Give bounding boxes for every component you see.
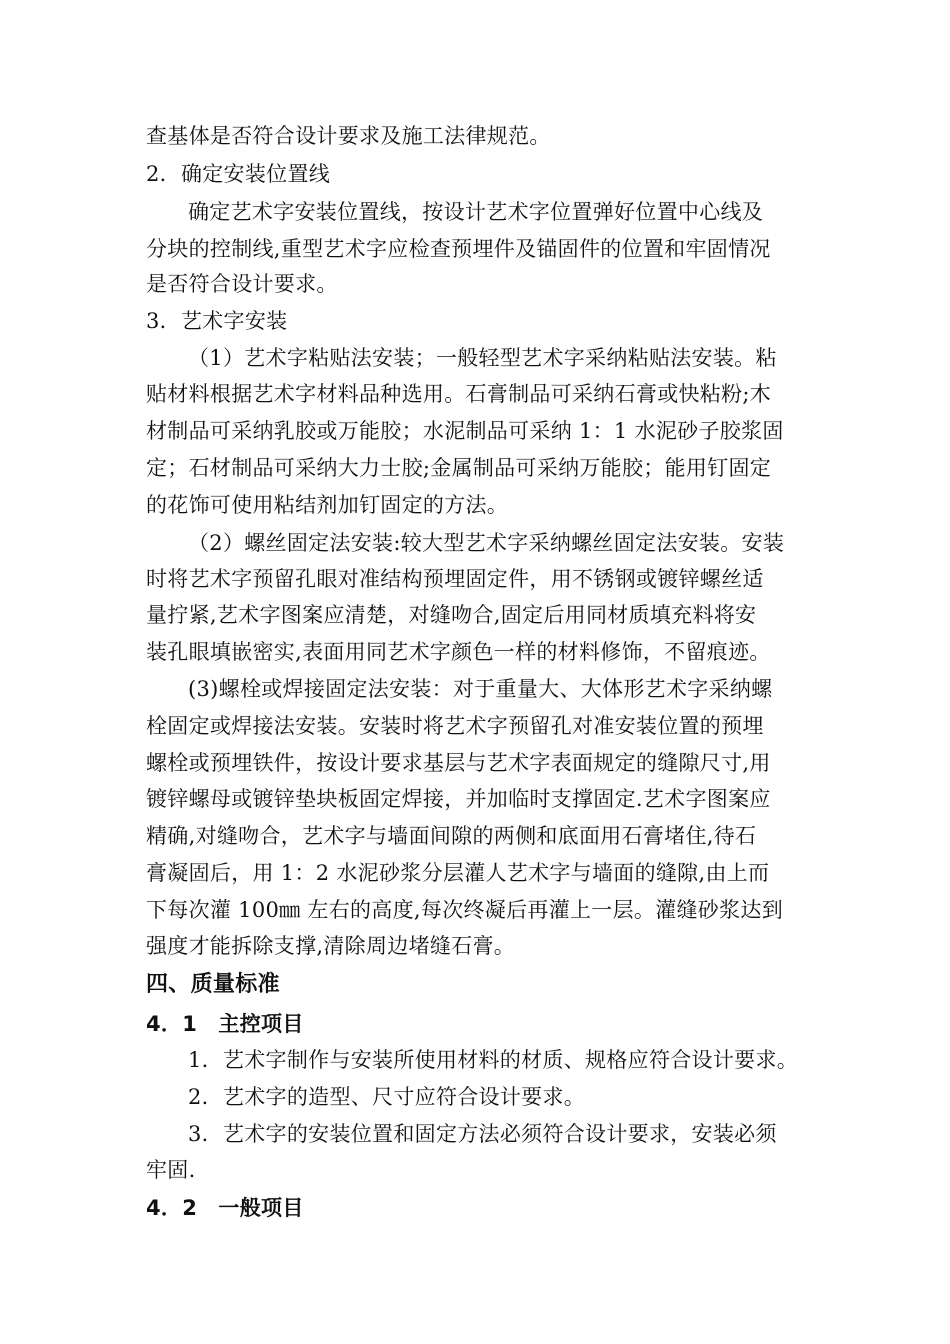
section-heading: 2．确定安装位置线 xyxy=(146,162,331,186)
paragraph-line: (3)螺栓或焊接固定法安装：对于重量大、大体形艺术字采纳螺 xyxy=(188,677,773,701)
paragraph-line: 装孔眼填嵌密实,表面用同艺术字颜色一样的材料修饰，不留痕迹。 xyxy=(146,640,771,664)
paragraph-line: 强度才能拆除支撑,清除周边堵缝石膏。 xyxy=(146,934,516,958)
paragraph-line: 的花饰可使用粘结剂加钉固定的方法。 xyxy=(146,493,509,517)
paragraph-line: 查基体是否符合设计要求及施工法律规范。 xyxy=(146,124,551,148)
paragraph-line: （2）螺丝固定法安装:较大型艺术字采纳螺丝固定法安装。安装 xyxy=(188,531,785,555)
paragraph-line: 是否符合设计要求。 xyxy=(146,272,338,296)
paragraph-line: 时将艺术字预留孔眼对准结构预埋固定件，用不锈钢或镀锌螺丝适 xyxy=(146,567,764,591)
paragraph-line: 材制品可采纳乳胶或万能胶；水泥制品可采纳 1：1 水泥砂子胶浆固 xyxy=(146,419,784,443)
list-item: 1．艺术字制作与安装所使用材料的材质、规格应符合设计要求。 xyxy=(188,1048,799,1072)
paragraph-line: 贴材料根据艺术字材料品种选用。石膏制品可采纳石膏或快粘粉;木 xyxy=(146,382,772,406)
paragraph-line: 栓固定或焊接法安装。安装时将艺术字预留孔对准安装位置的预埋 xyxy=(146,714,764,738)
chapter-heading: 四、质量标准 xyxy=(146,972,280,997)
list-item: 3．艺术字的安装位置和固定方法必须符合设计要求，安装必须 xyxy=(188,1122,777,1146)
paragraph-line: 分块的控制线,重型艺术字应检查预埋件及锚固件的位置和牢固情况 xyxy=(146,237,771,261)
list-item: 2．艺术字的造型、尺寸应符合设计要求。 xyxy=(188,1085,586,1109)
paragraph-line: 确定艺术字安装位置线，按设计艺术字位置弹好位置中心线及 xyxy=(188,200,764,224)
paragraph-line: 定；石材制品可采纳大力士胶;金属制品可采纳万能胶；能用钉固定 xyxy=(146,456,772,480)
paragraph-line: 精确,对缝吻合，艺术字与墙面间隙的两侧和底面用石膏堵住,待石 xyxy=(146,824,757,848)
section-heading: 3．艺术字安装 xyxy=(146,309,288,333)
paragraph-line: （1）艺术字粘贴法安装；一般轻型艺术字采纳粘贴法安装。粘 xyxy=(188,346,777,370)
paragraph-line: 量拧紧,艺术字图案应清楚，对缝吻合,固定后用同材质填充料将安 xyxy=(146,603,757,627)
paragraph-line: 镀锌螺母或镀锌垫块板固定焊接，并加临时支撑固定.艺术字图案应 xyxy=(146,787,771,811)
paragraph-line: 下每次灌 100㎜ 左右的高度,每次终凝后再灌上一层。灌缝砂浆达到 xyxy=(146,898,784,922)
subsection-heading: 4．1 主控项目 xyxy=(146,1012,304,1036)
paragraph-line: 螺栓或预埋铁件，按设计要求基层与艺术字表面规定的缝隙尺寸,用 xyxy=(146,751,771,775)
paragraph-line: 膏凝固后，用 1：2 水泥砂浆分层灌人艺术字与墙面的缝隙,由上而 xyxy=(146,861,770,885)
subsection-heading: 4．2 一般项目 xyxy=(146,1196,304,1220)
paragraph-line: 牢固. xyxy=(146,1158,196,1182)
